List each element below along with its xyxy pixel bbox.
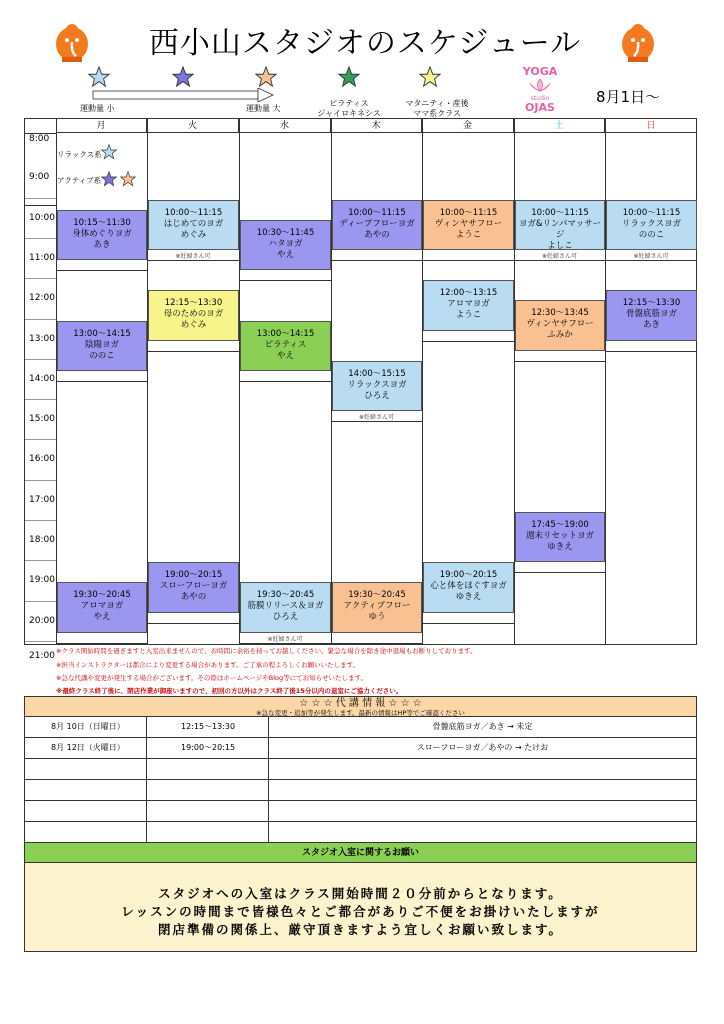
- star-light-blue-icon: [101, 144, 117, 160]
- class-name: 身体めぐりヨガ: [72, 228, 132, 239]
- slot-divider: [605, 351, 697, 352]
- legend-maternity-2: ママ系クラス: [413, 109, 461, 118]
- slot-divider: [56, 643, 147, 644]
- time-tick: [25, 601, 56, 602]
- time-label: 20:00: [29, 615, 55, 626]
- date-from: 8月1日〜: [596, 88, 661, 106]
- time-label: 21:00: [29, 650, 55, 661]
- substitute-time: [147, 759, 269, 779]
- class-block: [515, 300, 605, 350]
- substitute-info: [269, 801, 696, 821]
- class-teacher: ふみか: [547, 330, 573, 341]
- slot-divider: [422, 260, 514, 261]
- class-block: [148, 290, 239, 340]
- class-block: [240, 321, 331, 371]
- substitute-row: [25, 780, 696, 801]
- entry-line-1: スタジオへの入室はクラス開始時間２０分前からとなります。: [158, 886, 563, 901]
- pregnant-ok-note: ※妊婦さん可: [358, 414, 395, 422]
- star-orange-icon: [255, 66, 277, 88]
- day-header: 日: [605, 119, 697, 133]
- pregnant-ok-note: ※妊婦さん可: [633, 252, 669, 260]
- time-label: 9:00: [29, 172, 50, 183]
- substitute-row: [25, 717, 696, 738]
- day-header: 火: [147, 119, 239, 133]
- substitute-row: [25, 801, 696, 822]
- class-time: 19:30〜20:45: [256, 590, 315, 601]
- class-time: 12:30〜13:45: [531, 308, 589, 319]
- note-4: ※最終クラス終了後に、閉店作業が御座いますので、初回の方以外はクラス終了後15分以内の退室にご協力ください。: [56, 687, 403, 695]
- class-time: 10:00〜11:15: [164, 207, 223, 218]
- time-tick: [25, 278, 56, 279]
- star-purple-icon: [101, 171, 117, 187]
- class-block: [148, 562, 239, 612]
- slot-divider: [239, 280, 331, 281]
- time-label: 18:00: [29, 535, 55, 545]
- substitute-date: [25, 801, 147, 821]
- note-3: ※急な代講や変更が発生する場合がございます。その際はホームページやBlog等にてお知らせいたします。: [56, 674, 367, 682]
- time-tick: [25, 359, 56, 360]
- class-teacher: ののこ: [89, 350, 115, 361]
- entry-line-3: 閉店準備の関係上、厳守頂きますよう宜しくお願い致します。: [157, 922, 563, 937]
- time-tick: [25, 480, 56, 481]
- class-teacher: ゆきえ: [455, 592, 482, 603]
- substitute-info: [269, 822, 696, 842]
- class-name: ヴィンヤサフロー: [526, 319, 594, 330]
- class-teacher: ひろえ: [272, 612, 299, 623]
- slot-divider: [239, 643, 331, 644]
- note-2: ※担当インストラクターは都合により変更する場合があります。ご了承の程よろしくお願いいたします。: [56, 661, 360, 669]
- class-name: 週末リセットヨガ: [526, 530, 594, 541]
- class-block: [57, 210, 147, 260]
- time-tick: [25, 238, 56, 239]
- legend-pilates-2: ジャイロキネシス: [317, 109, 381, 118]
- class-teacher: ようこ: [455, 229, 482, 240]
- class-teacher: やえ: [93, 612, 111, 623]
- class-time: 14:00〜15:15: [348, 368, 406, 379]
- page-title: 西小山スタジオのスケジュール: [148, 26, 582, 61]
- substitute-title: ☆ ☆ ☆ 代 講 情 報 ☆ ☆ ☆: [299, 698, 422, 709]
- substitute-info: スローフローヨガ／あやの → たけお: [416, 743, 549, 752]
- time-label: 17:00: [29, 494, 55, 505]
- substitute-date: 8月 10日（日曜日）: [25, 717, 147, 737]
- pregnant-ok-note: ※妊婦さん可: [267, 635, 303, 643]
- class-name: スローフローヨガ: [159, 581, 228, 592]
- class-block: [332, 200, 422, 250]
- class-name: アロマヨガ: [80, 601, 124, 612]
- class-block: [57, 321, 147, 371]
- class-block: [515, 200, 605, 250]
- class-teacher: ののこ: [638, 229, 665, 240]
- time-tick: [25, 399, 56, 400]
- class-time: 10:00〜11:15: [622, 207, 681, 218]
- substitute-time: [147, 780, 269, 800]
- class-block: [240, 220, 331, 270]
- class-teacher: ようこ: [455, 310, 482, 321]
- time-label: 14:00: [29, 373, 55, 384]
- class-teacher: やえ: [276, 249, 294, 260]
- class-time: 19:30〜20:45: [348, 590, 406, 601]
- legend-relax: リラックス系: [57, 150, 102, 159]
- slot-divider: [514, 572, 605, 573]
- time-tick: [25, 560, 56, 561]
- class-time: 10:15〜11:30: [73, 217, 131, 228]
- day-header: 水: [239, 119, 331, 133]
- day-header: 月: [56, 119, 147, 133]
- class-block: [148, 200, 239, 250]
- slot-divider: [605, 260, 697, 261]
- class-name: 筋膜リリース＆ヨガ: [247, 601, 324, 612]
- class-teacher: あやの: [180, 592, 207, 603]
- star-purple-icon: [172, 66, 194, 88]
- class-teacher: あき: [93, 239, 111, 250]
- slot-divider: [514, 260, 605, 261]
- substitute-info: [269, 759, 696, 779]
- class-teacher: あやの: [364, 229, 390, 240]
- pregnant-ok-note: ※妊婦さん可: [175, 252, 211, 260]
- star-green-icon: [338, 66, 360, 88]
- time-label: 13:00: [29, 333, 55, 344]
- class-block: [332, 361, 422, 411]
- column-divider: [514, 119, 515, 644]
- substitute-info: [269, 780, 696, 800]
- pregnant-ok-note: ※妊婦さん可: [541, 252, 578, 260]
- day-header: 木: [331, 119, 422, 133]
- class-name: 心と体をほぐすヨガ: [430, 581, 507, 592]
- time-tick: [25, 641, 56, 642]
- class-name: ピラティス: [264, 339, 307, 350]
- time-tick: [25, 319, 56, 320]
- star-orange-icon: [120, 171, 136, 187]
- studio-logo: YOGA studio OJAS: [522, 65, 558, 114]
- slot-divider: [147, 623, 239, 624]
- class-time: 19:00〜20:15: [164, 570, 223, 581]
- time-label: 12:00: [29, 293, 55, 304]
- class-teacher: よしこ: [547, 240, 573, 251]
- substitute-table: [24, 696, 697, 952]
- class-block: [423, 200, 514, 250]
- substitute-row: [25, 822, 696, 843]
- class-time: 10:00〜11:15: [348, 207, 406, 218]
- note-1: ※クラス開始時間を過ぎますと入室出来ませんので、お時間に余裕を持ってお越しください。緊急な場合を除き途中退場もお断りしております。: [56, 647, 477, 655]
- class-teacher: ゆきえ: [547, 541, 573, 552]
- class-name: はじめてのヨガ: [163, 218, 224, 229]
- slot-divider: [331, 260, 422, 261]
- class-time: 13:00〜14:15: [256, 328, 315, 339]
- class-time: 19:00〜20:15: [439, 570, 498, 581]
- entry-line-2: レッスンの時間まで皆様色々とご都合がありご不便をお掛けいたしますが: [121, 904, 600, 919]
- legend-low: 運動量 小: [80, 104, 115, 113]
- class-name: アクティブフロー: [343, 601, 411, 612]
- substitute-row: [25, 759, 696, 780]
- class-teacher: ひろえ: [364, 390, 390, 401]
- ganesha-logo-left: [52, 22, 92, 64]
- legend-high: 運動量 大: [246, 104, 281, 113]
- substitute-date: [25, 759, 147, 779]
- slot-divider: [147, 351, 239, 352]
- class-teacher: ゆう: [368, 612, 386, 623]
- class-time: 13:00〜14:15: [73, 328, 131, 339]
- time-tick: [25, 439, 56, 440]
- class-teacher: やえ: [276, 350, 294, 361]
- legend-active: アクティブ系: [57, 176, 102, 186]
- substitute-time: [147, 822, 269, 842]
- class-time: 12:15〜13:30: [164, 298, 223, 309]
- substitute-info: 骨盤底筋ヨガ／あき → 未定: [432, 722, 533, 731]
- slot-divider: [147, 260, 239, 261]
- substitute-heading: [25, 697, 696, 717]
- day-header: 土: [514, 119, 605, 133]
- time-separator: [25, 205, 56, 206]
- class-time: 17:45〜19:00: [531, 519, 589, 530]
- slot-divider: [239, 381, 331, 382]
- class-name: リラックスヨガ: [347, 379, 407, 390]
- class-teacher: めぐみ: [180, 229, 207, 240]
- class-name: ハタヨガ: [268, 238, 303, 249]
- class-name: ヴィンヤサフロー: [434, 218, 503, 229]
- entry-heading: スタジオ入室に関するお願い: [25, 843, 696, 863]
- ganesha-logo-right: [618, 22, 658, 64]
- time-label: 16:00: [29, 454, 55, 465]
- day-header: 金: [422, 119, 514, 133]
- class-name: ヨガ&リンパマッサージ: [518, 218, 602, 240]
- class-time: 19:30〜20:45: [73, 590, 131, 601]
- time-label: 19:00: [29, 575, 55, 586]
- class-block: [240, 582, 331, 632]
- substitute-row: [25, 738, 696, 759]
- class-name: ディープフローヨガ: [339, 218, 415, 229]
- class-time: 10:30〜11:45: [256, 227, 315, 238]
- substitute-time: 19:00〜20:15: [147, 738, 269, 758]
- class-name: 骨盤底筋ヨガ: [625, 309, 677, 320]
- time-label: 10:00: [29, 212, 55, 223]
- entry-notice: [25, 863, 696, 951]
- substitute-date: 8月 12日（火曜日）: [25, 738, 147, 758]
- time-label: 11:00: [29, 252, 55, 263]
- time-tick: [25, 520, 56, 521]
- column-divider: [605, 119, 606, 644]
- class-time: 10:00〜11:15: [439, 207, 498, 218]
- class-block: [332, 582, 422, 632]
- class-block: [606, 200, 697, 250]
- slot-divider: [514, 361, 605, 362]
- class-block: [606, 290, 697, 340]
- slot-divider: [331, 643, 422, 644]
- slot-divider: [56, 270, 147, 271]
- class-block: [423, 562, 514, 612]
- header-divider: [25, 133, 56, 134]
- substitute-subtitle: ※急な変更・追加等が発生します。最新の情報はHP等でご確認ください: [256, 709, 465, 717]
- time-tick: [25, 198, 56, 199]
- intensity-arrow: [92, 88, 274, 102]
- class-block: [423, 280, 514, 330]
- class-time: 12:15〜13:30: [622, 298, 681, 309]
- class-name: 陰陽ヨガ: [84, 339, 119, 350]
- substitute-date: [25, 822, 147, 842]
- time-label: 8:00: [29, 134, 50, 144]
- class-teacher: あき: [642, 320, 660, 331]
- class-teacher: めぐみ: [180, 320, 207, 331]
- substitute-time: [147, 801, 269, 821]
- legend-maternity-1: マタニティ・産後: [405, 99, 469, 108]
- class-time: 10:00〜11:15: [531, 207, 589, 218]
- star-yellow-icon: [419, 66, 441, 88]
- slot-divider: [422, 341, 514, 342]
- class-name: リラックスヨガ: [621, 218, 682, 229]
- substitute-time: 12:15〜13:30: [147, 717, 269, 737]
- class-time: 12:00〜13:15: [439, 288, 498, 299]
- class-name: 母のためのヨガ: [163, 309, 224, 320]
- class-block: [515, 512, 605, 562]
- legend-pilates-1: ピラティス: [329, 99, 369, 108]
- slot-divider: [56, 381, 147, 382]
- star-light-blue-icon: [88, 66, 110, 88]
- slot-divider: [331, 421, 422, 422]
- substitute-date: [25, 780, 147, 800]
- class-block: [57, 582, 147, 632]
- class-name: アロマヨガ: [447, 299, 490, 310]
- time-label: 15:00: [29, 414, 55, 425]
- slot-divider: [422, 623, 514, 624]
